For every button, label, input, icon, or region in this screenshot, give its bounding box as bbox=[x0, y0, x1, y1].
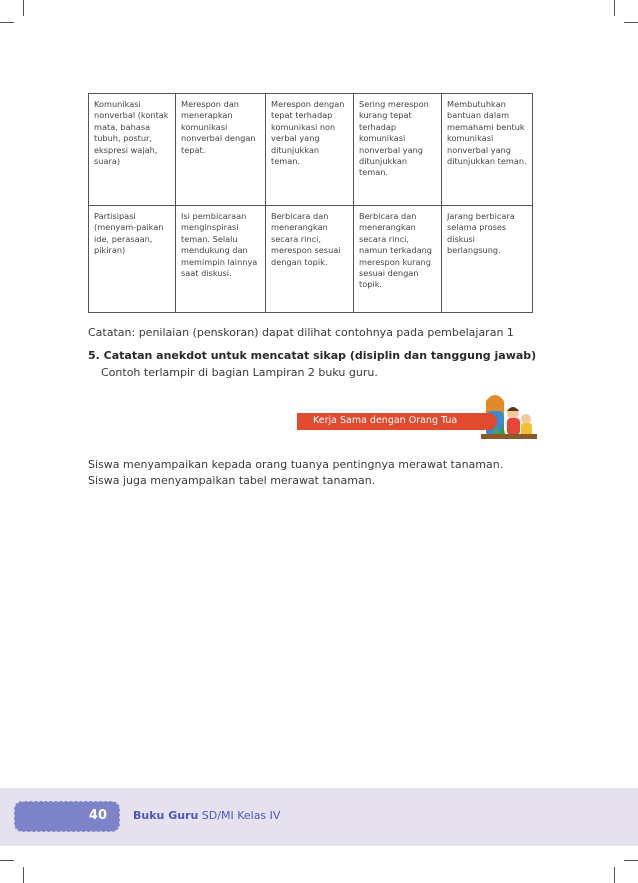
table-cell: Berbicara dan menerangkan secara rinci, merespon sesuai dengan topik. bbox=[266, 206, 354, 313]
table-cell: Berbicara dan menerangkan secara rinci, namun terkadang merespon kurang sesuai dengan topik. bbox=[354, 206, 442, 313]
table-cell: Sering merespon kurang tepat terhadap komunikasi nonverbal yang ditunjukkan teman. bbox=[354, 94, 442, 206]
crop-mark bbox=[624, 22, 638, 23]
crop-mark bbox=[614, 867, 615, 883]
paragraph-line: Siswa juga menyampaikan tabel merawat tanaman. bbox=[88, 474, 376, 487]
table-row bbox=[89, 94, 533, 206]
crop-mark bbox=[0, 860, 14, 861]
book-title-bold: Buku Guru bbox=[133, 809, 199, 822]
paragraph-line: Siswa menyampaikan kepada orang tuanya pentingnya merawat tanaman. bbox=[88, 458, 504, 471]
crop-mark bbox=[23, 0, 24, 16]
crop-mark bbox=[23, 867, 24, 883]
table-row bbox=[89, 206, 533, 313]
table-cell: Isi pembicaraan menginspirasi teman. Selalu mendukung dan memimpin lainnya saat diskusi. bbox=[176, 206, 266, 313]
table-cell: Membutuhkan bantuan dalam memahami bentuk komunikasi nonverbal yang ditunjukkan teman. bbox=[442, 94, 533, 206]
page-footer bbox=[0, 788, 638, 846]
list-item-5-detail: Contoh terlampir di bagian Lampiran 2 buku guru. bbox=[101, 366, 378, 379]
banner-label: Kerja Sama dengan Orang Tua bbox=[313, 415, 458, 426]
table-cell: Jarang berbicara selama proses diskusi berlangsung. bbox=[442, 206, 533, 313]
section-banner bbox=[293, 391, 538, 447]
list-item-5-title: 5. Catatan anekdot untuk mencatat sikap (disiplin dan tanggung jawab) bbox=[88, 349, 537, 362]
rubric-table bbox=[88, 93, 532, 313]
page-number-box bbox=[14, 801, 120, 832]
table-cell: Merespon dan menerapkan komunikasi nonverbal dengan tepat. bbox=[176, 94, 266, 206]
book-title-rest: SD/MI Kelas IV bbox=[198, 809, 281, 822]
crop-mark bbox=[614, 0, 615, 16]
page-number: 40 bbox=[88, 808, 107, 823]
table-cell: Merespon dengan tepat terhadap komunikasi non verbal yang ditunjukkan teman. bbox=[266, 94, 354, 206]
crop-mark bbox=[0, 22, 14, 23]
table-cell: Komunikasi nonverbal (kontak mata, bahasa tubuh, postur, ekspresi wajah, suara) bbox=[89, 94, 176, 206]
book-title bbox=[133, 809, 280, 822]
assessment-note: Catatan: penilaian (penskoran) dapat dilihat contohnya pada pembelajaran 1 bbox=[88, 326, 514, 339]
table-cell: Partisipasi (menyam-paikan ide, perasaan, pikiran) bbox=[89, 206, 176, 313]
crop-mark bbox=[624, 860, 638, 861]
